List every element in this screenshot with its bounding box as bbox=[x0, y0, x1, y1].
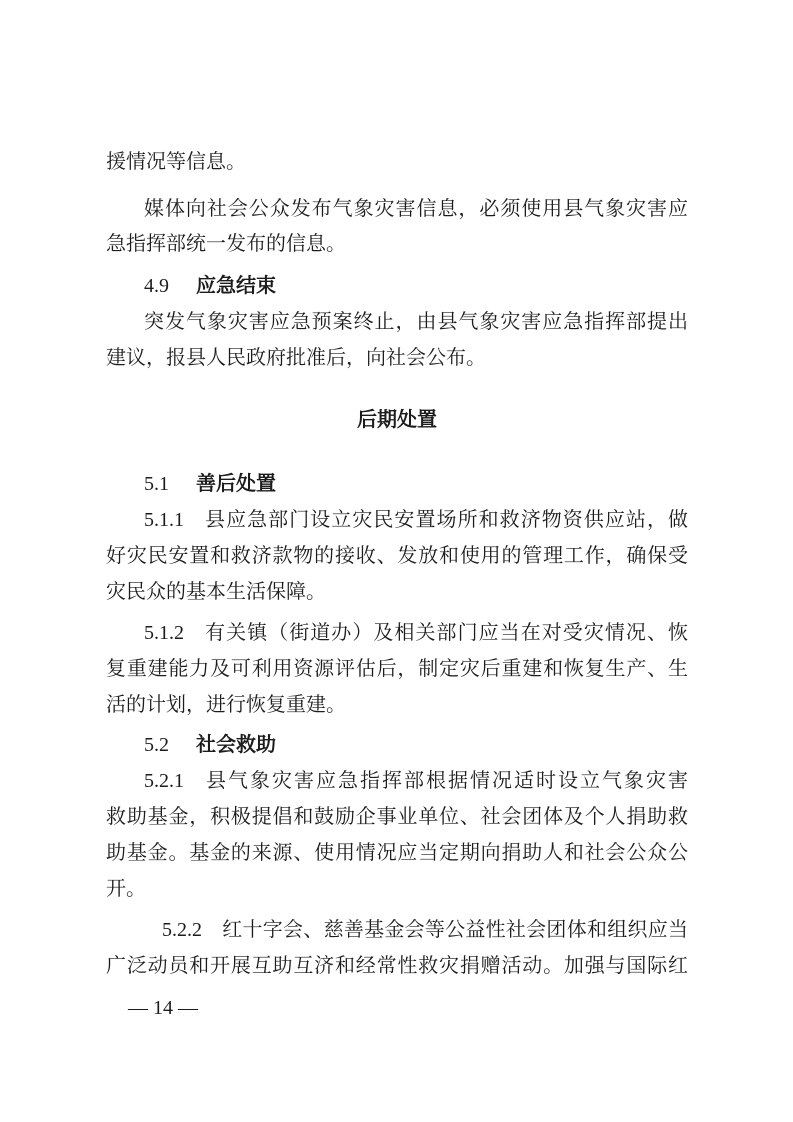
item-5-2-1-line-2: 救助基金，积极提倡和鼓励企事业单位、社会团体及个人捐助救 bbox=[106, 804, 688, 828]
item-5-2-2-line-1 bbox=[162, 917, 688, 941]
item-5-1-1-line-3: 灾民众的基本生活保障。 bbox=[106, 579, 326, 603]
page-number: — 14 — bbox=[128, 997, 198, 1019]
item-5-1-2-line-1 bbox=[144, 620, 688, 644]
section-number: 4.9 bbox=[144, 275, 169, 297]
item-number: 5.1.1 bbox=[144, 509, 184, 531]
media-notice-line-1: 媒体向社会公众发布气象灾害信息，必须使用县气象灾害应 bbox=[144, 196, 688, 220]
item-5-2-1-line-4: 开。 bbox=[106, 876, 146, 900]
item-5-1-2-line-3: 活的计划，进行恢复重建。 bbox=[106, 692, 346, 716]
item-number: 5.2.2 bbox=[162, 919, 202, 941]
section-title: 善后处置 bbox=[196, 471, 276, 495]
section-4-9-heading bbox=[144, 273, 688, 297]
item-5-2-2-line-2: 广泛动员和开展互助互济和经常性救灾捐赠活动。加强与国际红 bbox=[106, 953, 688, 977]
section-title: 应急结束 bbox=[196, 273, 276, 297]
item-number: 5.1.2 bbox=[144, 622, 184, 644]
item-text: 有关镇（街道办）及相关部门应当在对受灾情况、恢 bbox=[204, 620, 688, 644]
item-5-1-1-line-1 bbox=[144, 507, 688, 531]
media-notice-line-2: 急指挥部统一发布的信息。 bbox=[106, 231, 346, 255]
item-number: 5.2.1 bbox=[144, 770, 184, 792]
item-5-2-1-line-1 bbox=[144, 768, 688, 792]
item-text: 县应急部门设立灾民安置场所和救济物资供应站，做 bbox=[204, 507, 688, 531]
section-number: 5.1 bbox=[144, 473, 169, 495]
section-title: 社会救助 bbox=[196, 732, 276, 756]
item-5-1-1-line-2: 好灾民安置和救济款物的接收、发放和使用的管理工作，确保受 bbox=[106, 543, 688, 567]
chapter-title: 后期处置 bbox=[357, 407, 437, 431]
item-text: 县气象灾害应急指挥部根据情况适时设立气象灾害 bbox=[204, 768, 688, 792]
continued-text-line: 援情况等信息。 bbox=[106, 149, 246, 173]
item-text: 红十字会、慈善基金会等公益性社会团体和组织应当 bbox=[222, 917, 688, 941]
section-4-9-line-1: 突发气象灾害应急预案终止，由县气象灾害应急指挥部提出 bbox=[144, 309, 688, 333]
section-5-1-heading bbox=[144, 471, 688, 495]
section-4-9-line-2: 建议，报县人民政府批准后，向社会公布。 bbox=[106, 345, 486, 369]
item-5-1-2-line-2: 复重建能力及可利用资源评估后，制定灾后重建和恢复生产、生 bbox=[106, 656, 688, 680]
item-5-2-1-line-3: 助基金。基金的来源、使用情况应当定期向捐助人和社会公众公 bbox=[106, 840, 688, 864]
section-number: 5.2 bbox=[144, 734, 169, 756]
section-5-2-heading bbox=[144, 732, 688, 756]
